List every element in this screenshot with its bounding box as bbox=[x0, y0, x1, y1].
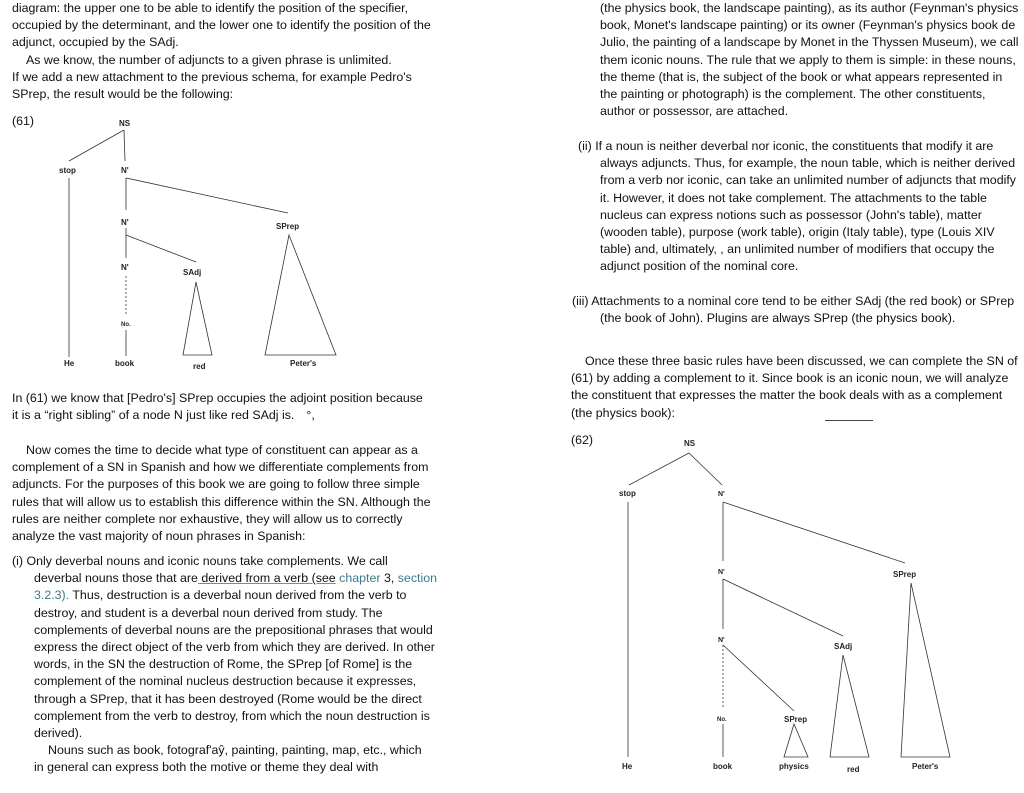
text-line: (the book of John). Plugins are always SPrep (the physics book). bbox=[600, 311, 956, 326]
text-line: the theme (that is, the subject of the book or what appears represented in bbox=[600, 69, 1003, 84]
text-line: adjunct position of the nominal core. bbox=[600, 259, 799, 274]
text-line: in general can express both the motive or theme they deal with bbox=[34, 760, 379, 775]
node-sadj: SAdj bbox=[834, 642, 853, 651]
leaf-he: He bbox=[64, 359, 75, 368]
leaf-peters: Peter's bbox=[912, 762, 939, 771]
text-line: analyze the vast majority of noun phrases in Spanish: bbox=[12, 529, 306, 544]
node-stop: stop bbox=[59, 166, 76, 175]
section-number-link[interactable]: 3.2.3). bbox=[34, 588, 70, 603]
node-no: No. bbox=[717, 717, 727, 723]
node-n-bar: N' bbox=[718, 491, 725, 498]
footnote-mark[interactable]: °, bbox=[306, 408, 315, 423]
text-segment: it is a “right sibling” of a node N just like red SAdj is. bbox=[12, 408, 295, 423]
text-segment: deverbal nouns those that are bbox=[34, 571, 198, 586]
node-sprep: SPrep bbox=[893, 570, 917, 579]
text-line: table) and, ultimately, , an unlimited number of modifiers that occupy the bbox=[600, 242, 995, 257]
text-line: (wooden table), purpose (work table), origin (Italy table), type (Louis XIV bbox=[600, 225, 995, 240]
node-sprep: SPrep bbox=[276, 222, 300, 231]
text-line: complements of deverbal nouns are the prepositional phrases that would bbox=[34, 622, 433, 637]
node-ns: NS bbox=[119, 119, 131, 128]
text-line: diagram: the upper one to be able to identify the position of the specifier, bbox=[12, 1, 409, 15]
text-line: the constituent that expresses the matter the book deals with as a complement bbox=[571, 388, 1003, 403]
node-no: No. bbox=[121, 322, 131, 328]
text-line: adjunct, occupied by the SAdj. bbox=[12, 35, 179, 50]
leaf-he: He bbox=[622, 762, 633, 771]
text-line: adjuncts. For the purposes of this book we are going to follow three simple bbox=[12, 477, 420, 492]
text-line: rules are neither complete nor exhaustive, they will allow us to correctly bbox=[12, 511, 403, 526]
text-line: derived). bbox=[34, 726, 83, 741]
text-line: from a verb nor iconic, can take an unlimited number of adjuncts that modify bbox=[600, 173, 1016, 188]
chapter-link[interactable]: chapter bbox=[339, 571, 381, 586]
text-line: always adjuncts. Thus, for example, the noun table, which is neither derived bbox=[600, 156, 1016, 171]
node-n-bar: N' bbox=[718, 569, 725, 576]
text-line: author or possessor, are attached. bbox=[600, 104, 789, 119]
leaf-red: red bbox=[847, 765, 860, 774]
node-stop: stop bbox=[619, 489, 636, 498]
leaf-book: book bbox=[713, 762, 733, 771]
node-sadj: SAdj bbox=[183, 268, 202, 277]
text-line: rules that will allow us to establish this difference within the SN. Although the bbox=[12, 494, 431, 509]
example-label: (61) bbox=[12, 114, 35, 128]
text-line: If we add a new attachment to the previous schema, for example Pedro's bbox=[12, 69, 412, 84]
text-segment: Thus, destruction is a deverbal noun derived from the verb to bbox=[72, 588, 407, 603]
node-n-bar: N' bbox=[718, 637, 725, 644]
node-ns: NS bbox=[684, 439, 696, 448]
text-line: complement from the verb to destroy, from which the noun destruction is bbox=[34, 708, 430, 723]
text-line: (the physics book, the landscape painting), as its author (Feynman's physics bbox=[600, 1, 1019, 15]
text-line: Now comes the time to decide what type of constituent can appear as a bbox=[26, 443, 418, 457]
text-line: (ii) If a noun is neither deverbal nor iconic, the constituents that modify it are bbox=[578, 139, 994, 153]
text-line: nucleus can express notions such as possessor (John's table), matter bbox=[600, 207, 982, 222]
text-line: Julio, the painting of a landscape by Monet in the Thyssen Museum), we call bbox=[600, 35, 1019, 50]
node-n-bar: N' bbox=[121, 218, 129, 227]
leaf-physics: physics bbox=[779, 762, 809, 771]
text-line: occupied by the determinant, and the lower one to identify the position of the bbox=[12, 18, 431, 33]
leaf-book: book bbox=[115, 359, 135, 368]
node-n-bar: N' bbox=[121, 263, 129, 272]
example-label: (62) bbox=[571, 433, 594, 447]
text-line: (iii) Attachments to a nominal core tend to be either SAdj (the red book) or SPrep bbox=[572, 294, 1015, 308]
node-n-bar: N' bbox=[121, 166, 129, 175]
text-line: Nouns such as book, fotograf'aŷ, painting, painting, map, etc., which bbox=[48, 743, 422, 758]
text-line: it. However, it does not take complement. The attachments to the table bbox=[600, 190, 987, 205]
text-line: through a SPrep, that it has been destroyed (Rome would be the direct bbox=[34, 691, 422, 706]
text-line: As we know, the number of adjuncts to a given phrase is unlimited. bbox=[26, 52, 392, 67]
text-segment: derived from a verb (see bbox=[197, 571, 336, 586]
text-line: words, in the SN the destruction of Rome, the SPrep [of Rome] is the bbox=[34, 657, 413, 672]
text-line: (i) Only deverbal nouns and iconic nouns take complements. We call bbox=[12, 554, 388, 568]
node-sprep: SPrep bbox=[784, 715, 808, 724]
text-line: them iconic nouns. The rule that we apply to them is simple: in these nouns, bbox=[600, 52, 1016, 67]
text-line: (the physics book): bbox=[571, 405, 675, 420]
text-line: complement of the nominal nucleus destruction because it expresses, bbox=[34, 674, 417, 689]
leaf-peters: Peter's bbox=[290, 359, 317, 368]
text-line: SPrep, the result would be the following: bbox=[12, 87, 234, 102]
text-line: In (61) we know that [Pedro's] SPrep occupies the adjoint position because bbox=[12, 391, 423, 405]
text-line: book, Monet's landscape painting) or its owner (Feynman's physics book de bbox=[600, 18, 1016, 33]
text-line: destroy, and student is a deverbal noun derived from study. The bbox=[34, 605, 383, 620]
text-line: the painting or photograph) is the complement. The other constituents, bbox=[600, 87, 986, 102]
section-link[interactable]: section bbox=[397, 571, 437, 586]
text-line: express the direct object of the verb from which they are derived. In other bbox=[34, 640, 435, 655]
text-line: (61) by adding a complement to it. Since book is an iconic noun, we will analyze bbox=[571, 371, 1009, 386]
text-line: Once these three basic rules have been discussed, we can complete the SN of bbox=[585, 354, 1018, 368]
leaf-red: red bbox=[193, 362, 206, 371]
text-line: complement of a SN in Spanish and how we differentiate complements from bbox=[12, 460, 429, 475]
text-segment: 3, bbox=[383, 571, 395, 586]
